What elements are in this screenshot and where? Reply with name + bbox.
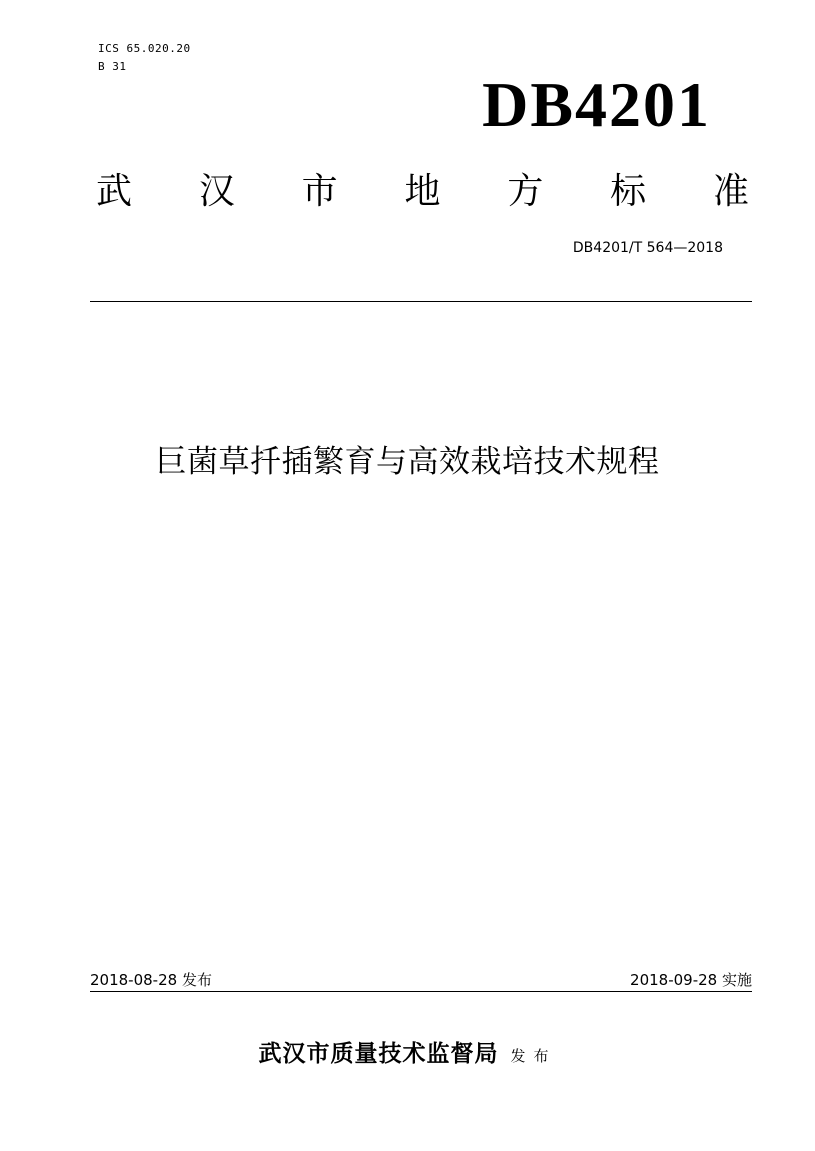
standard-type-char: 地: [404, 171, 441, 212]
ccs-code: B 31: [98, 60, 127, 73]
classification-codes: [98, 40, 191, 76]
issue-date: 2018-08-28 发布: [90, 971, 212, 989]
implementation-date: 2018-09-28 实施: [630, 971, 752, 989]
publisher-suffix: 发布: [510, 1047, 557, 1065]
issue-dates-row: [90, 968, 752, 992]
standard-type-char: 市: [301, 171, 338, 212]
standard-type-char: 汉: [198, 171, 235, 212]
header-divider: [90, 301, 752, 302]
standard-type-char: 标: [610, 171, 647, 212]
standard-code-heading: DB4201: [482, 69, 711, 140]
standard-type-char: 方: [507, 171, 544, 212]
standard-type-char: 准: [712, 171, 749, 212]
standard-number: DB4201/T 564—2018: [572, 240, 723, 256]
ics-code: ICS 65.020.20: [98, 42, 191, 55]
footer-divider: [90, 991, 752, 992]
document-title: 巨菌草扦插繁育与高效栽培技术规程: [155, 444, 660, 480]
standard-type-char: 武: [96, 171, 133, 212]
publisher-name: 武汉市质量技术监督局: [258, 1041, 499, 1067]
publisher-line: [0, 1036, 815, 1072]
standard-type-heading: [96, 164, 749, 220]
